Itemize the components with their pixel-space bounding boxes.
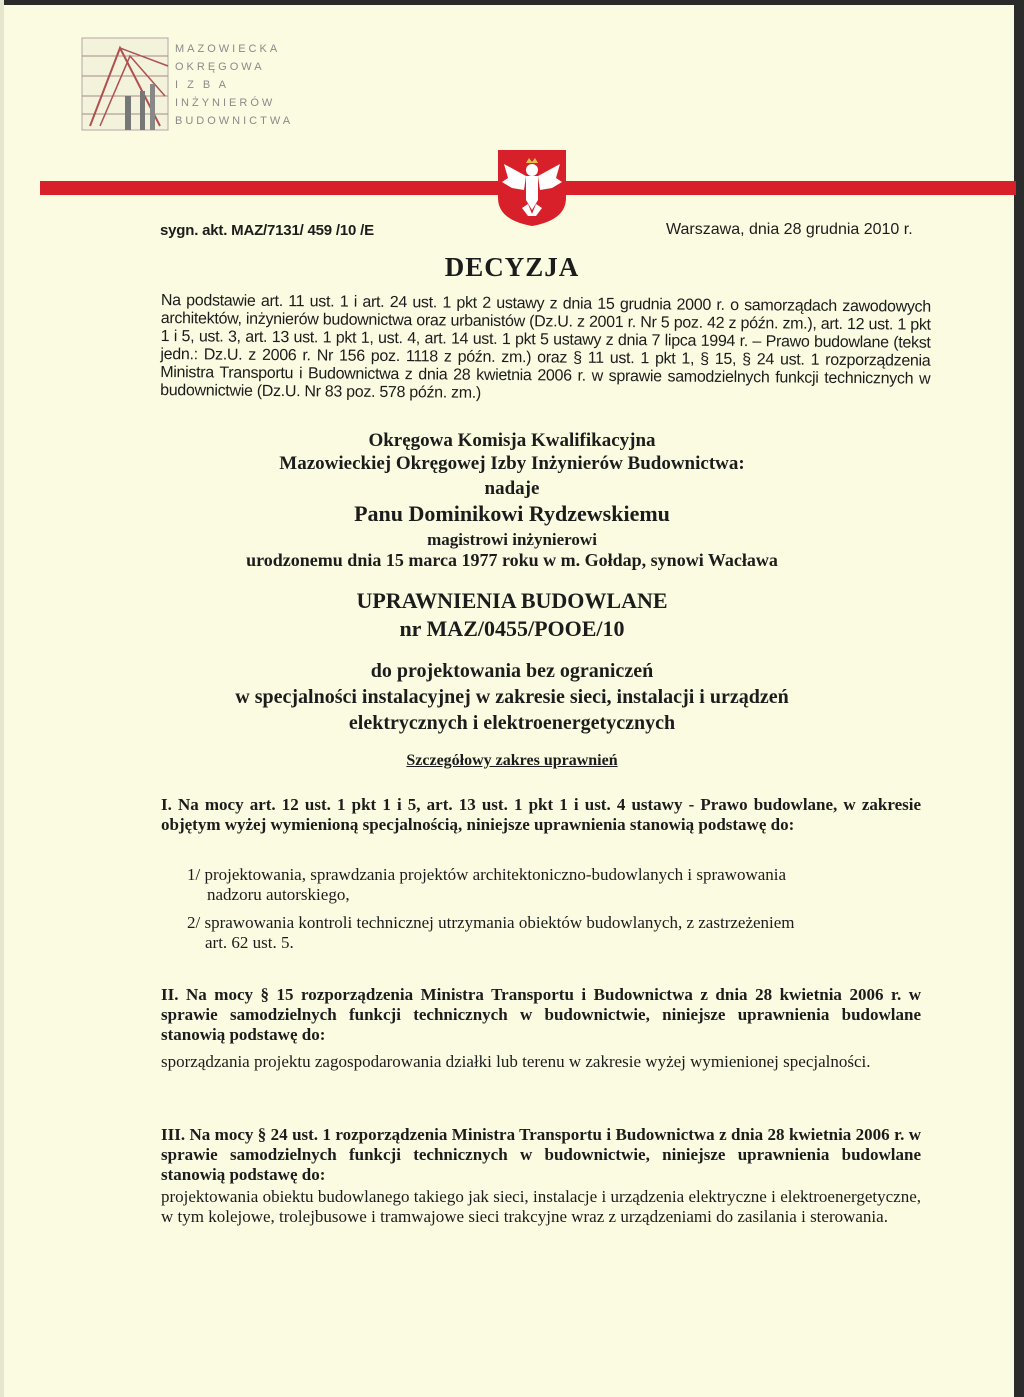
details-heading: Szczegółowy zakres uprawnień <box>406 752 618 769</box>
section-2-body: sporządzania projektu zagospodarowania działki lub terenu w zakresie wyżej wymienionej specjalności. <box>161 1052 871 1071</box>
scope-line: elektrycznych i elektroenergetycznych <box>348 712 676 734</box>
recipient-degree: magistrowi inżynierowi <box>427 530 597 549</box>
recipient-name: Panu Dominikowi Rydzewskiemu <box>354 501 670 526</box>
section-2-heading: II. Na mocy § 15 rozporządzenia Ministra Transportu i Budownictwa z dnia 28 kwietnia 2006 r. w sprawie samodzielnych funkcji technicznych w budownictwie, niniejsze uprawnienia budowlane stanowią podstawę do: <box>161 985 921 1044</box>
issue-date: Warszawa, dnia 28 grudnia 2010 r. <box>666 221 913 238</box>
section-1-item-2: 2/ sprawowania kontroli technicznej utrzymania obiektów budowlanych, z zastrzeżeniem <box>187 913 795 932</box>
authority-name: Okręgowa Komisja Kwalifikacyjna <box>368 430 656 451</box>
scope-line: do projektowania bez ograniczeń <box>370 660 654 682</box>
license-number: nr MAZ/0455/POOE/10 <box>399 616 625 641</box>
recipient-birth-info: urodzonemu dnia 15 marca 1977 roku w m. Gołdap, synowi Wacława <box>246 550 778 570</box>
chamber-logo-icon <box>80 36 170 132</box>
section-3-body: projektowania obiektu budowlanego takiego jak sieci, instalacje i urządzenia elektryczne i elektroenergetyczne, w tym kolejowe, trolejbusowe i tramwajowe sieci trakcyjne wraz z urządzeniami do zasilania i sterowania. <box>161 1187 921 1226</box>
scope-line: w specjalności instalacyjnej w zakresie sieci, instalacji i urządzeń <box>235 686 789 708</box>
case-number: sygn. akt. MAZ/7131/ 459 /10 /E <box>160 222 374 239</box>
document-title: DECYZJA <box>444 252 580 282</box>
authority-chamber: Mazowieckiej Okręgowej Izby Inżynierów Budownictwa: <box>279 453 745 474</box>
logo-line: OKRĘGOWA <box>175 61 265 73</box>
chamber-name <box>175 40 293 130</box>
license-title: UPRAWNIENIA BUDOWLANE <box>356 588 668 613</box>
legal-basis-paragraph: Na podstawie art. 11 ust. 1 i art. 24 ust. 1 pkt 2 ustawy z dnia 15 grudnia 2000 r. o samorządach zawodowych architektów, inżynierów budownictwa oraz urbanistów (Dz.U. z 2001 r. Nr 5 poz. 42 z późn. zm.), art. 12 ust. 1 pkt 1 i 5, ust. 3, art. 13 ust. 1 pkt 1, ust. 4, art. 14 ust. 1 pkt 5 ustawy z dnia 7 lipca 1994 r. – Prawo budowlane (tekst jedn.: Dz.U. z 2006 r. Nr 156 poz. 1118 z późn. zm.) oraz § 11 ust. 1 pkt 1, § 15, § 24 ust. 1 rozporządzenia Ministra Transportu i Budownictwa z dnia 28 kwietnia 2006 r. w sprawie samodzielnych funkcji technicznych w budownictwie (Dz.U. Nr 83 poz. 578 późn. zm.) <box>160 292 931 402</box>
section-1-heading: I. Na mocy art. 12 ust. 1 pkt 1 i 5, art. 13 ust. 1 pkt 1 i ust. 4 ustawy - Prawo budowlane, w zakresie objętym wyżej wymienioną specjalnością, niniejsze uprawnienia stanowią podstawę do: <box>161 795 921 834</box>
logo-line: I Z B A <box>175 79 230 91</box>
logo-line: MAZOWIECKA <box>175 43 281 55</box>
logo-line: INŻYNIERÓW <box>175 97 276 109</box>
section-1-item-2-cont: art. 62 ust. 5. <box>205 933 294 952</box>
section-3-heading: III. Na mocy § 24 ust. 1 rozporządzenia Ministra Transportu i Budownictwa z dnia 28 kwietnia 2006 r. w sprawie samodzielnych funkcji technicznych w budownictwie, niniejsze uprawnienia budowlane stanowią podstawę do: <box>161 1125 921 1184</box>
polish-eagle-emblem-icon <box>496 148 568 228</box>
section-1-item-1: 1/ projektowania, sprawdzania projektów architektoniczno-budowlanych i sprawowania <box>187 865 787 884</box>
scan-top-edge <box>0 0 1024 5</box>
grants-verb: nadaje <box>484 478 540 499</box>
logo-line: BUDOWNICTWA <box>175 115 294 127</box>
section-1-item-1-cont: nadzoru autorskiego, <box>207 885 350 904</box>
